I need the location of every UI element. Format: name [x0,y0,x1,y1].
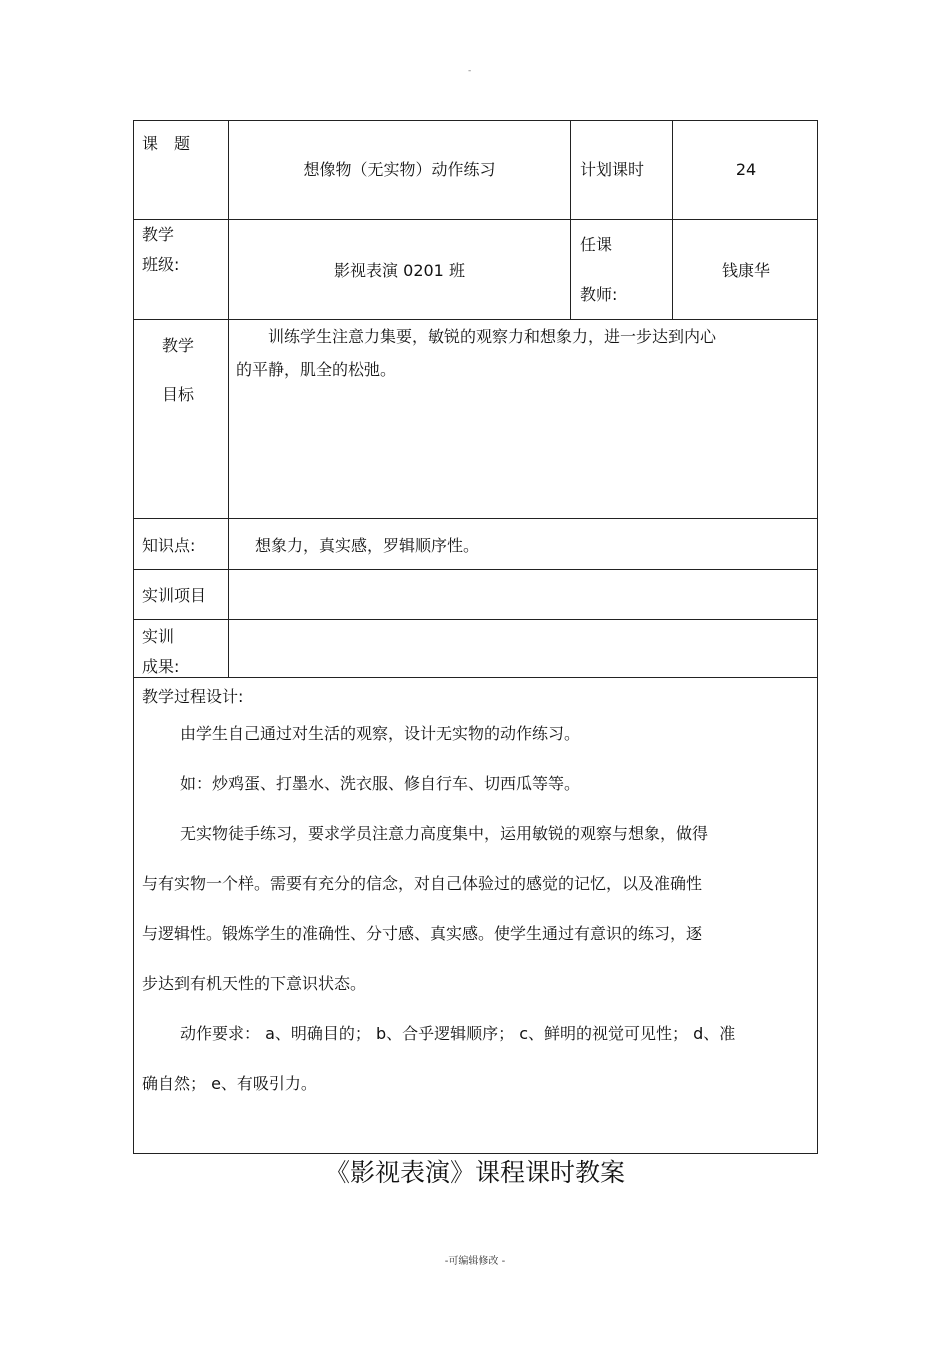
goal-label-line1: 教学 [162,336,195,355]
class-label-line2: 班级: [142,255,180,274]
column-divider [672,121,673,320]
row-divider [134,677,817,678]
teacher-label-line1: 任课 [580,235,613,254]
header-mark: - [468,66,472,76]
teacher-label-line2: 教师: [580,285,618,304]
lesson-plan-table [133,120,818,1154]
result-label-line2: 成果: [142,657,180,676]
process-line: 确自然； e、有吸引力。 [142,1074,317,1093]
row-divider [134,619,817,620]
project-label: 实训项目 [142,586,207,605]
row-divider [134,518,817,519]
result-label-line1: 实训 [142,627,175,646]
process-line: 如：炒鸡蛋、打墨水、洗衣服、修自行车、切西瓜等等。 [180,774,581,793]
knowledge-label: 知识点: [142,536,196,555]
planned-hours-value: 24 [735,160,757,179]
process-line: 无实物徒手练习，要求学员注意力高度集中，运用敏锐的观察与想象，做得 [180,824,709,843]
document-title: 《影视表演》课程课时教案 [324,1158,625,1187]
process-line: 由学生自己通过对生活的观察，设计无实物的动作练习。 [180,724,581,743]
process-line: 与有实物一个样。需要有充分的信念，对自己体验过的感觉的记忆，以及准确性 [142,874,703,893]
row-divider [134,219,817,220]
topic-value: 想像物（无实物）动作练习 [303,160,496,179]
goal-label-line2: 目标 [162,385,195,404]
knowledge-value: 想象力，真实感，罗辑顺序性。 [255,536,480,555]
process-line: 动作要求： a、明确目的； b、合乎逻辑顺序； c、鲜明的视觉可见性； d、准 [180,1024,736,1043]
column-divider [570,121,571,320]
row-divider [134,319,817,320]
class-value: 影视表演 0201 班 [334,261,465,280]
column-divider [228,121,229,678]
goal-text-line2: 的平静，肌全的松弛。 [236,360,397,379]
goal-text-line1: 训练学生注意力集要，敏锐的观察力和想象力，进一步达到内心 [268,327,717,346]
process-line: 步达到有机天性的下意识状态。 [142,974,367,993]
process-label: 教学过程设计: [142,687,244,706]
class-label-line1: 教学 [142,225,175,244]
topic-label: 课 题 [142,134,191,153]
footer-note: -可编辑修改 - [444,1256,506,1267]
planned-hours-label: 计划课时 [580,160,645,179]
process-line: 与逻辑性。锻炼学生的准确性、分寸感、真实感。使学生通过有意识的练习，逐 [142,924,703,943]
row-divider [134,569,817,570]
teacher-value: 钱康华 [721,261,770,280]
